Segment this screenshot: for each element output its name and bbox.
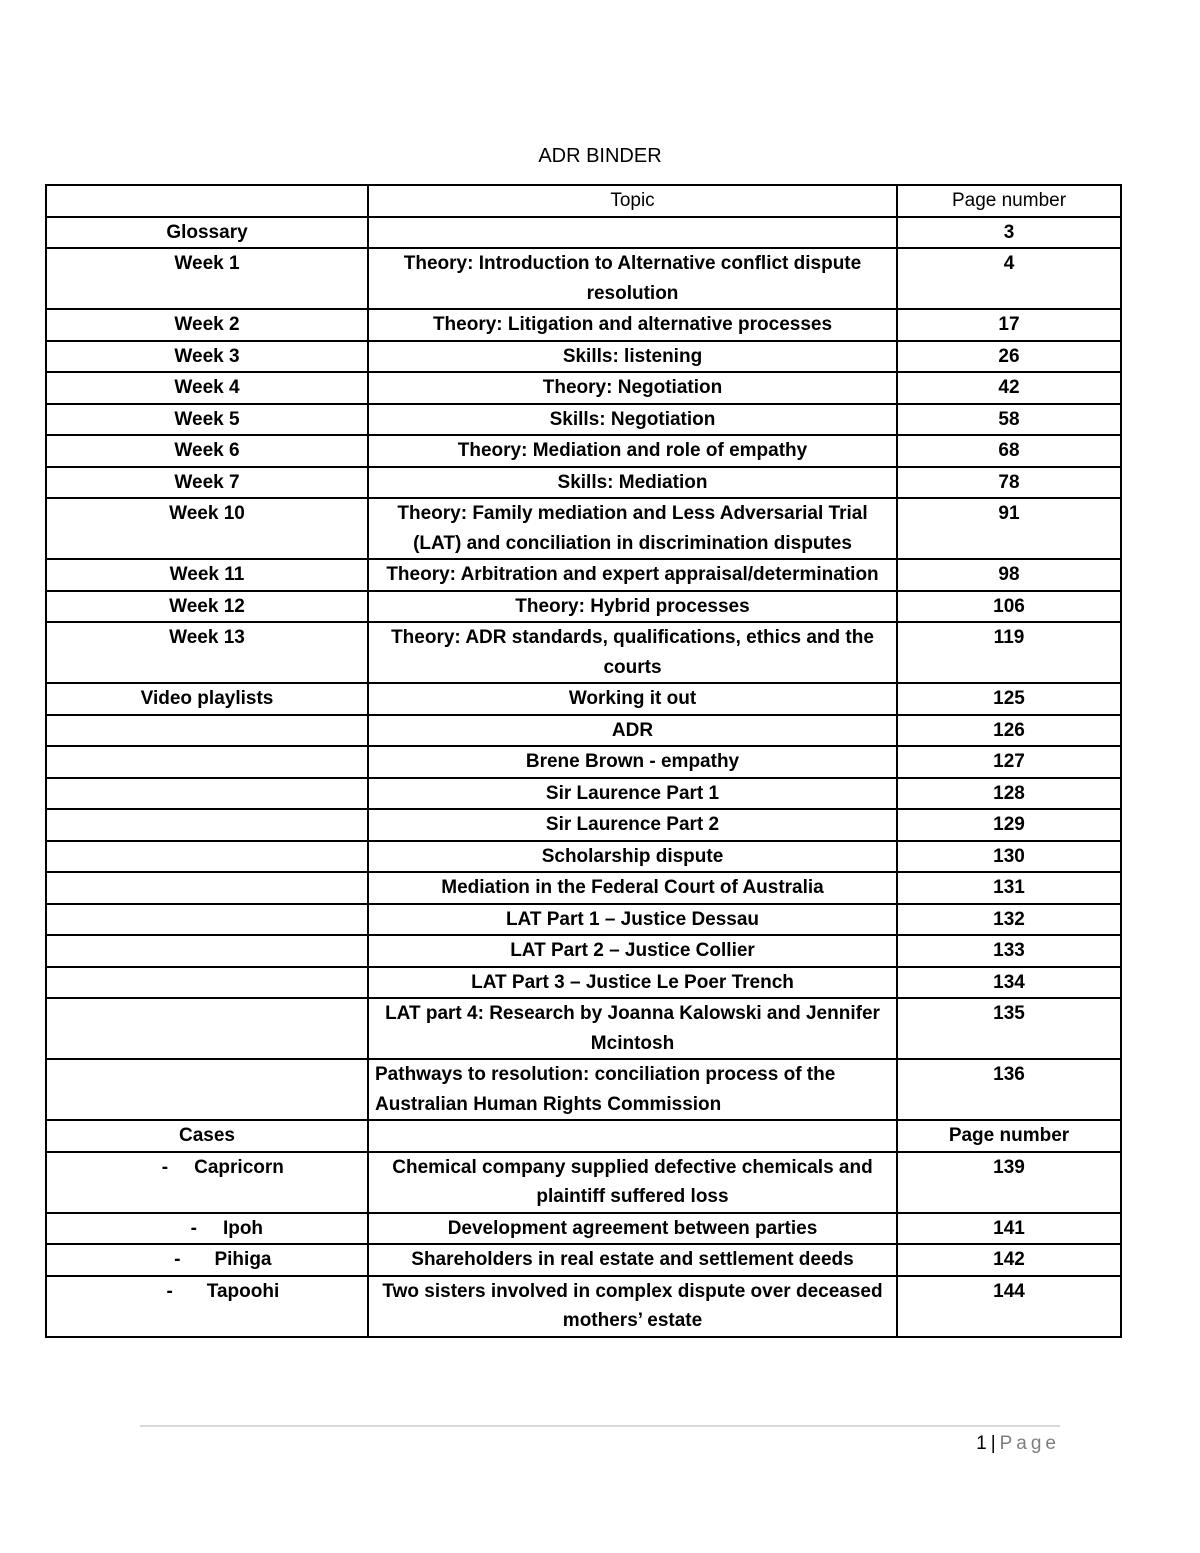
section-cell (46, 967, 368, 999)
topic-cell: Mediation in the Federal Court of Australia (368, 872, 897, 904)
table-row (46, 841, 1121, 873)
header-cell-topic: Topic (368, 185, 897, 217)
page-cell: 98 (897, 559, 1121, 591)
page-cell: 130 (897, 841, 1121, 873)
topic-cell: Skills: listening (368, 341, 897, 373)
case-name: Tapoohi (206, 1280, 280, 1302)
table-row (46, 967, 1121, 999)
table-row (46, 341, 1121, 373)
case-row (46, 1244, 1121, 1276)
table-row (46, 1059, 1121, 1120)
page-cell: 142 (897, 1244, 1121, 1276)
topic-cell: Theory: Family mediation and Less Adversarial Trial (LAT) and conciliation in discrimination disputes (368, 498, 897, 559)
footer-divider (140, 1425, 1060, 1427)
page-cell: 91 (897, 498, 1121, 559)
section-cell (46, 998, 368, 1059)
header-cell-section (46, 185, 368, 217)
footer-separator: | (990, 1433, 996, 1454)
topic-cell: LAT Part 2 – Justice Collier (368, 935, 897, 967)
table-row (46, 904, 1121, 936)
section-cell: Glossary (46, 217, 368, 249)
topic-cell: LAT Part 3 – Justice Le Poer Trench (368, 967, 897, 999)
table-row (46, 309, 1121, 341)
page-cell: 139 (897, 1152, 1121, 1213)
table-row (46, 622, 1121, 683)
topic-cell: Development agreement between parties (368, 1213, 897, 1245)
topic-cell: Skills: Mediation (368, 467, 897, 499)
topic-cell: LAT part 4: Research by Joanna Kalowski and Jennifer Mcintosh (368, 998, 897, 1059)
table-row (46, 404, 1121, 436)
page-cell: 26 (897, 341, 1121, 373)
page-cell: 42 (897, 372, 1121, 404)
section-cell: Week 2 (46, 309, 368, 341)
table-row (46, 683, 1121, 715)
table-row (46, 778, 1121, 810)
page-cell: 132 (897, 904, 1121, 936)
list-dash: - (190, 1217, 197, 1239)
page-cell: 78 (897, 467, 1121, 499)
table-header-row (46, 185, 1121, 217)
page-cell: 127 (897, 746, 1121, 778)
case-name: Ipoh (222, 1217, 264, 1239)
page-footer (976, 1432, 1060, 1456)
table-row (46, 217, 1121, 249)
case-row (46, 1152, 1121, 1213)
topic-cell: Working it out (368, 683, 897, 715)
table-row (46, 715, 1121, 747)
case-name-cell (46, 1276, 368, 1337)
topic-cell (368, 217, 897, 249)
page-cell: 144 (897, 1276, 1121, 1337)
section-cell: Week 1 (46, 248, 368, 309)
topic-cell: Scholarship dispute (368, 841, 897, 873)
topic-cell: Theory: Arbitration and expert appraisal/determination (368, 559, 897, 591)
page-cell: 125 (897, 683, 1121, 715)
page-label: Page (999, 1433, 1060, 1454)
list-dash: - (166, 1280, 173, 1302)
topic-cell: Pathways to resolution: conciliation process of the Australian Human Rights Commission (368, 1059, 897, 1120)
page-cell: 17 (897, 309, 1121, 341)
table-row (46, 872, 1121, 904)
section-cell: Week 7 (46, 467, 368, 499)
section-cell: Week 11 (46, 559, 368, 591)
case-name-cell (46, 1152, 368, 1213)
section-cell (46, 904, 368, 936)
section-cell (46, 841, 368, 873)
section-cell (46, 746, 368, 778)
page-number: 1 (976, 1433, 987, 1454)
table-row (46, 498, 1121, 559)
case-name-cell (46, 1213, 368, 1245)
section-cell (46, 809, 368, 841)
section-cell (46, 778, 368, 810)
topic-cell: Theory: Mediation and role of empathy (368, 435, 897, 467)
section-cell: Week 6 (46, 435, 368, 467)
section-cell: Week 4 (46, 372, 368, 404)
contents-table (45, 184, 1122, 1338)
table-row (46, 591, 1121, 623)
header-cell-page: Page number (897, 185, 1121, 217)
page-cell: 133 (897, 935, 1121, 967)
section-cell (46, 935, 368, 967)
page-cell: 136 (897, 1059, 1121, 1120)
topic-cell (368, 1120, 897, 1152)
case-row (46, 1213, 1121, 1245)
topic-cell: Theory: Negotiation (368, 372, 897, 404)
page-cell: 134 (897, 967, 1121, 999)
cases-header-row (46, 1120, 1121, 1152)
section-cell: Video playlists (46, 683, 368, 715)
page-cell: 4 (897, 248, 1121, 309)
document-title: ADR BINDER (538, 145, 662, 167)
page-cell: 119 (897, 622, 1121, 683)
page-cell: Page number (897, 1120, 1121, 1152)
case-name: Capricorn (194, 1156, 284, 1178)
page-cell: 58 (897, 404, 1121, 436)
topic-cell: Theory: Hybrid processes (368, 591, 897, 623)
page-cell: 129 (897, 809, 1121, 841)
list-dash: - (174, 1249, 181, 1270)
table-row (46, 998, 1121, 1059)
section-cell: Week 3 (46, 341, 368, 373)
topic-cell: Sir Laurence Part 1 (368, 778, 897, 810)
topic-cell: Chemical company supplied defective chemicals and plaintiff suffered loss (368, 1152, 897, 1213)
topic-cell: Two sisters involved in complex dispute over deceased mothers’ estate (368, 1276, 897, 1337)
topic-cell: ADR (368, 715, 897, 747)
page-cell: 141 (897, 1213, 1121, 1245)
topic-cell: Skills: Negotiation (368, 404, 897, 436)
section-cell: Week 12 (46, 591, 368, 623)
page-cell: 131 (897, 872, 1121, 904)
table-row (46, 935, 1121, 967)
section-cell: Week 5 (46, 404, 368, 436)
table-row (46, 372, 1121, 404)
section-cell: Week 13 (46, 622, 368, 683)
case-name-cell (46, 1244, 368, 1276)
table-row (46, 248, 1121, 309)
table-row (46, 467, 1121, 499)
section-cell: Week 10 (46, 498, 368, 559)
section-cell (46, 1059, 368, 1120)
topic-cell: LAT Part 1 – Justice Dessau (368, 904, 897, 936)
topic-cell: Shareholders in real estate and settlement deeds (368, 1244, 897, 1276)
table-row (46, 746, 1121, 778)
topic-cell: Theory: Litigation and alternative processes (368, 309, 897, 341)
page-cell: 68 (897, 435, 1121, 467)
page-cell: 128 (897, 778, 1121, 810)
list-dash: - (161, 1156, 169, 1178)
section-cell (46, 715, 368, 747)
page-cell: 106 (897, 591, 1121, 623)
case-name: Pihiga (214, 1249, 272, 1270)
topic-cell: Brene Brown - empathy (368, 746, 897, 778)
page-cell: 135 (897, 998, 1121, 1059)
page-cell: 3 (897, 217, 1121, 249)
table-row (46, 559, 1121, 591)
table-row (46, 809, 1121, 841)
table-row (46, 435, 1121, 467)
topic-cell: Theory: Introduction to Alternative conflict dispute resolution (368, 248, 897, 309)
section-cell: Cases (46, 1120, 368, 1152)
topic-cell: Theory: ADR standards, qualifications, ethics and the courts (368, 622, 897, 683)
case-row (46, 1276, 1121, 1337)
section-cell (46, 872, 368, 904)
topic-cell: Sir Laurence Part 2 (368, 809, 897, 841)
page-cell: 126 (897, 715, 1121, 747)
